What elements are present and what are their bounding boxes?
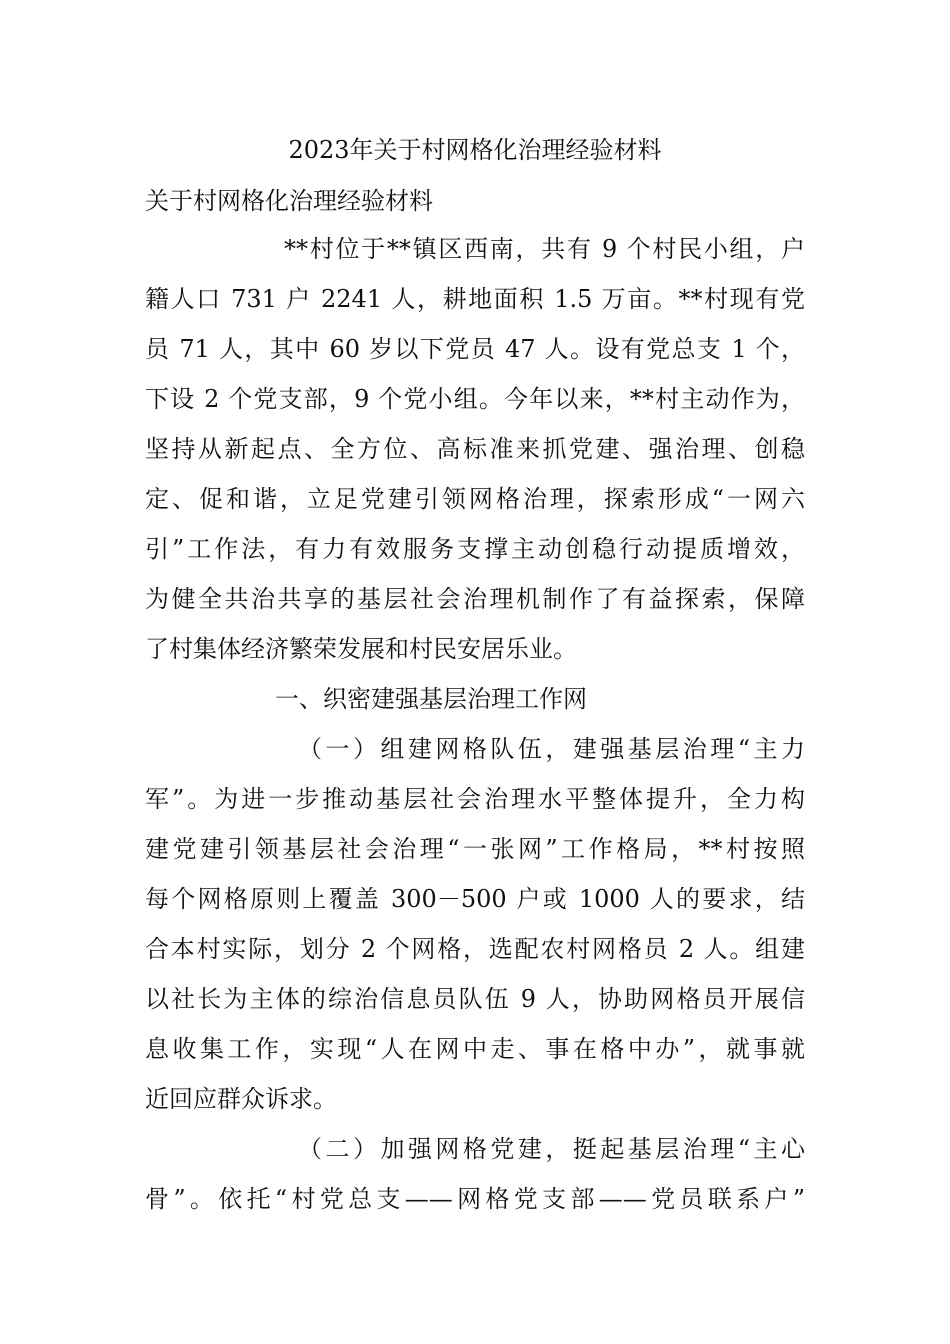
paragraph-line: 近回应群众诉求。	[145, 1085, 337, 1113]
paragraph-line: 员 71 人，其中 60 岁以下党员 47 人。设有党总支 1 个，	[145, 335, 805, 363]
paragraph-line: 下设 2 个党支部，9 个党小组。今年以来，**村主动作为，	[145, 385, 805, 413]
paragraph-line: 以社长为主体的综治信息员队伍 9 人，协助网格员开展信	[145, 985, 805, 1013]
paragraph-line: 建党建引领基层社会治理“一张网”工作格局，**村按照	[145, 835, 805, 863]
paragraph-line: 息收集工作，实现“人在网中走、事在格中办”，就事就	[145, 1035, 805, 1063]
paragraph-line: 每个网格原则上覆盖 300－500 户或 1000 人的要求，结	[145, 885, 805, 913]
paragraph-line: 定、促和谐，立足党建引领网格治理，探索形成“一网六	[145, 485, 805, 513]
paragraph-line: 军”。为进一步推动基层社会治理水平整体提升，全力构	[145, 785, 805, 813]
document-title: 2023年关于村网格化治理经验材料	[288, 136, 662, 164]
paragraph-line: 了村集体经济繁荣发展和村民安居乐业。	[145, 635, 577, 663]
paragraph-line: 为健全共治共享的基层社会治理机制作了有益探索，保障	[145, 585, 805, 613]
paragraph-line: **村位于**镇区西南，共有 9 个村民小组，户	[284, 235, 805, 263]
paragraph-line: 骨”。依托“村党总支——网格党支部——党员联系户”	[145, 1185, 805, 1213]
paragraph-line: （二）加强网格党建，挺起基层治理“主心	[298, 1135, 805, 1163]
paragraph-line: （一）组建网格队伍，建强基层治理“主力	[298, 735, 805, 763]
paragraph-line: 引”工作法，有力有效服务支撑主动创稳行动提质增效，	[145, 535, 805, 563]
paragraph-line: 合本村实际，划分 2 个网格，选配农村网格员 2 人。组建	[145, 935, 805, 963]
paragraph-line: 籍人口 731 户 2241 人，耕地面积 1.5 万亩。**村现有党	[145, 285, 805, 313]
paragraph-line: 坚持从新起点、全方位、高标准来抓党建、强治理、创稳	[145, 435, 805, 463]
document-subtitle: 关于村网格化治理经验材料	[145, 187, 433, 215]
section-heading: 一、织密建强基层治理工作网	[275, 685, 587, 713]
